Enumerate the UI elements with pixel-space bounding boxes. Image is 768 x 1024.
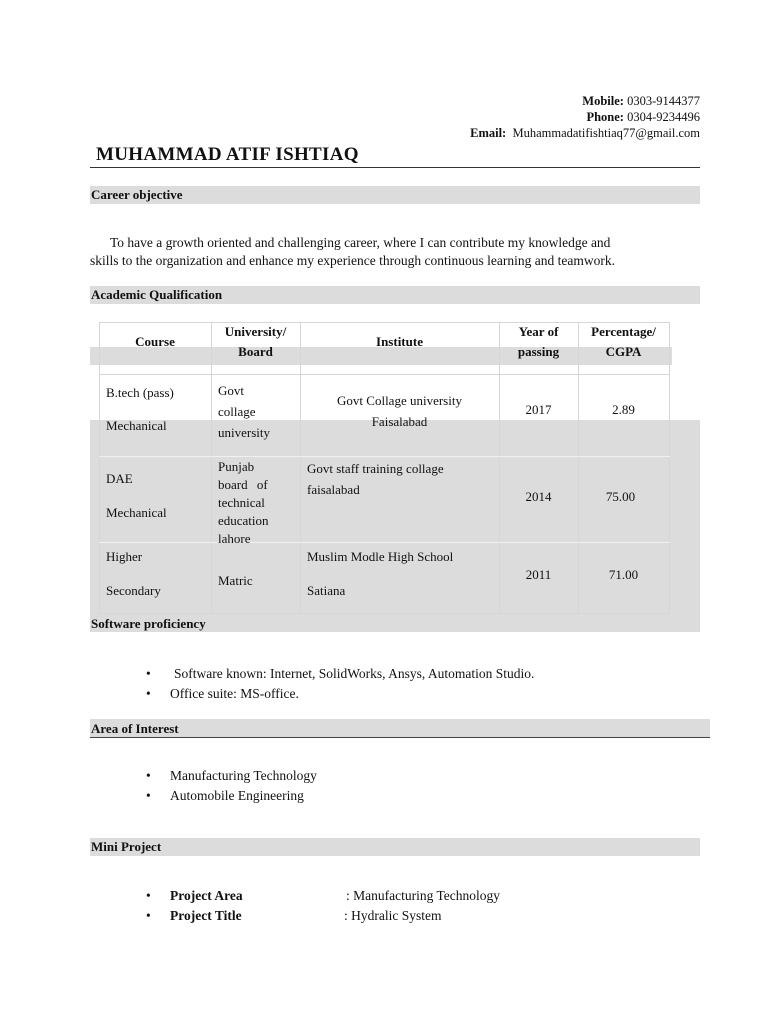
- row3-course-line1: Higher: [106, 549, 143, 564]
- row2-year: 2014: [525, 489, 552, 504]
- grid-v5: [669, 322, 670, 614]
- row1-board: [218, 380, 298, 443]
- header-course: Course: [135, 334, 175, 349]
- mobile-label: Mobile:: [582, 94, 624, 108]
- row3-institute-line2: Satiana: [307, 583, 346, 598]
- row1-course-line1: B.tech (pass): [106, 385, 174, 400]
- row2-course: [106, 470, 210, 522]
- name-divider: [90, 167, 700, 168]
- software-item-2: [146, 684, 706, 704]
- row3-course: [106, 548, 210, 600]
- project-title-item: [146, 906, 706, 926]
- header-year: [499, 322, 578, 362]
- row2-board-line2: board of: [218, 477, 268, 492]
- phone-label: Phone:: [586, 110, 624, 124]
- row1-course-line2: Mechanical: [106, 418, 167, 433]
- row3-score: 71.00: [608, 567, 639, 582]
- project-heading: Mini Project: [91, 839, 162, 854]
- row2-institute-line2: faisalabad: [307, 482, 360, 497]
- row1-institute-line2: Faisalabad: [371, 414, 428, 429]
- project-heading-band: [90, 838, 700, 856]
- project-list: [146, 886, 706, 926]
- email-address: Muhammadatifishtiaq77@gmail.com: [512, 126, 700, 140]
- mobile-number: 0303-9144377: [627, 94, 700, 108]
- row2-institute-line1: Govt staff training collage: [307, 461, 444, 476]
- grid-v0: [99, 322, 100, 614]
- project-area-value: : Manufacturing Technology: [346, 888, 501, 903]
- row3-institute-line1: Muslim Modle High School: [307, 549, 454, 564]
- header-university-line2: Board: [238, 344, 273, 359]
- row3-course-line2: Secondary: [106, 583, 161, 598]
- email-line: [470, 125, 700, 141]
- software-item-2-text: Office suite: MS-office.: [170, 686, 299, 701]
- row3-year: 2011: [525, 567, 552, 582]
- row1-course: [106, 384, 210, 435]
- header-percentage: [578, 322, 669, 362]
- project-area-label: Project Area: [170, 888, 243, 903]
- row2-board: [218, 458, 298, 548]
- header-year-line2: passing: [517, 344, 560, 359]
- row1-institute-line1: Govt Collage university: [337, 393, 462, 408]
- interest-item-1: [146, 766, 706, 786]
- software-item-1: [146, 664, 706, 684]
- project-area-item: [146, 886, 706, 906]
- row1-year: 2017: [525, 402, 552, 417]
- row2-board-line5: lahore: [218, 531, 251, 546]
- row2-institute: [307, 458, 497, 500]
- row2-course-line1: DAE: [106, 471, 133, 486]
- row2-board-line1: Punjab: [218, 459, 255, 474]
- career-heading: Career objective: [91, 187, 183, 202]
- career-line-1: To have a growth oriented and challenging career, where I can contribute my knowledge and: [110, 235, 611, 250]
- header-institute: Institute: [376, 334, 423, 349]
- row1-board-line1: Govt: [218, 383, 244, 398]
- row1-board-line2: collage: [218, 404, 256, 419]
- academic-table: [90, 320, 700, 632]
- grid-v1: [211, 322, 212, 614]
- row2-score: 75.00: [605, 489, 636, 504]
- grid-h4: [99, 613, 670, 614]
- row2-course-line2: Mechanical: [106, 505, 167, 520]
- header-percentage-line1: Percentage/: [591, 324, 656, 339]
- project-title-value: : Hydralic System: [344, 908, 442, 923]
- contact-block: [470, 93, 700, 141]
- header-university-line1: University/: [224, 324, 287, 339]
- interest-heading: Area of Interest: [91, 721, 179, 736]
- row1-board-line3: university: [218, 425, 270, 440]
- academic-heading: Academic Qualification: [91, 287, 223, 302]
- interest-list: [146, 766, 706, 806]
- candidate-name: MUHAMMAD ATIF ISHTIAQ: [96, 144, 359, 165]
- row1-institute: [300, 390, 499, 432]
- career-line-2: skills to the organization and enhance my experience through continuous learning and teamwork.: [90, 253, 615, 268]
- grid-h1: [99, 374, 670, 375]
- software-heading: Software proficiency: [91, 616, 206, 631]
- row3-board: Matric: [218, 573, 253, 588]
- grid-v2: [300, 322, 301, 614]
- row2-board-line4: education: [218, 513, 269, 528]
- row3-institute: [307, 548, 497, 600]
- project-title-label: Project Title: [170, 908, 242, 923]
- header-year-line1: Year of: [518, 324, 559, 339]
- phone-number: 0304-9234496: [627, 110, 700, 124]
- header-percentage-line2: CGPA: [605, 344, 642, 359]
- table-body-shade: [90, 420, 700, 632]
- phone-line: [470, 109, 700, 125]
- interest-item-2: [146, 786, 706, 806]
- grid-h2: [99, 456, 670, 457]
- software-item-1-text: Software known: Internet, SolidWorks, Ansys, Automation Studio.: [174, 666, 535, 681]
- grid-h3: [99, 542, 670, 543]
- interest-item-1-text: Manufacturing Technology: [170, 768, 317, 783]
- row2-board-line3: technical: [218, 495, 265, 510]
- interest-item-2-text: Automobile Engineering: [170, 788, 304, 803]
- mobile-line: [470, 93, 700, 109]
- email-label: Email:: [470, 126, 507, 140]
- header-university: [211, 322, 300, 362]
- software-list: [146, 664, 706, 704]
- interest-heading-band: [90, 719, 710, 738]
- career-paragraph: [90, 234, 702, 270]
- row1-score: 2.89: [612, 402, 635, 417]
